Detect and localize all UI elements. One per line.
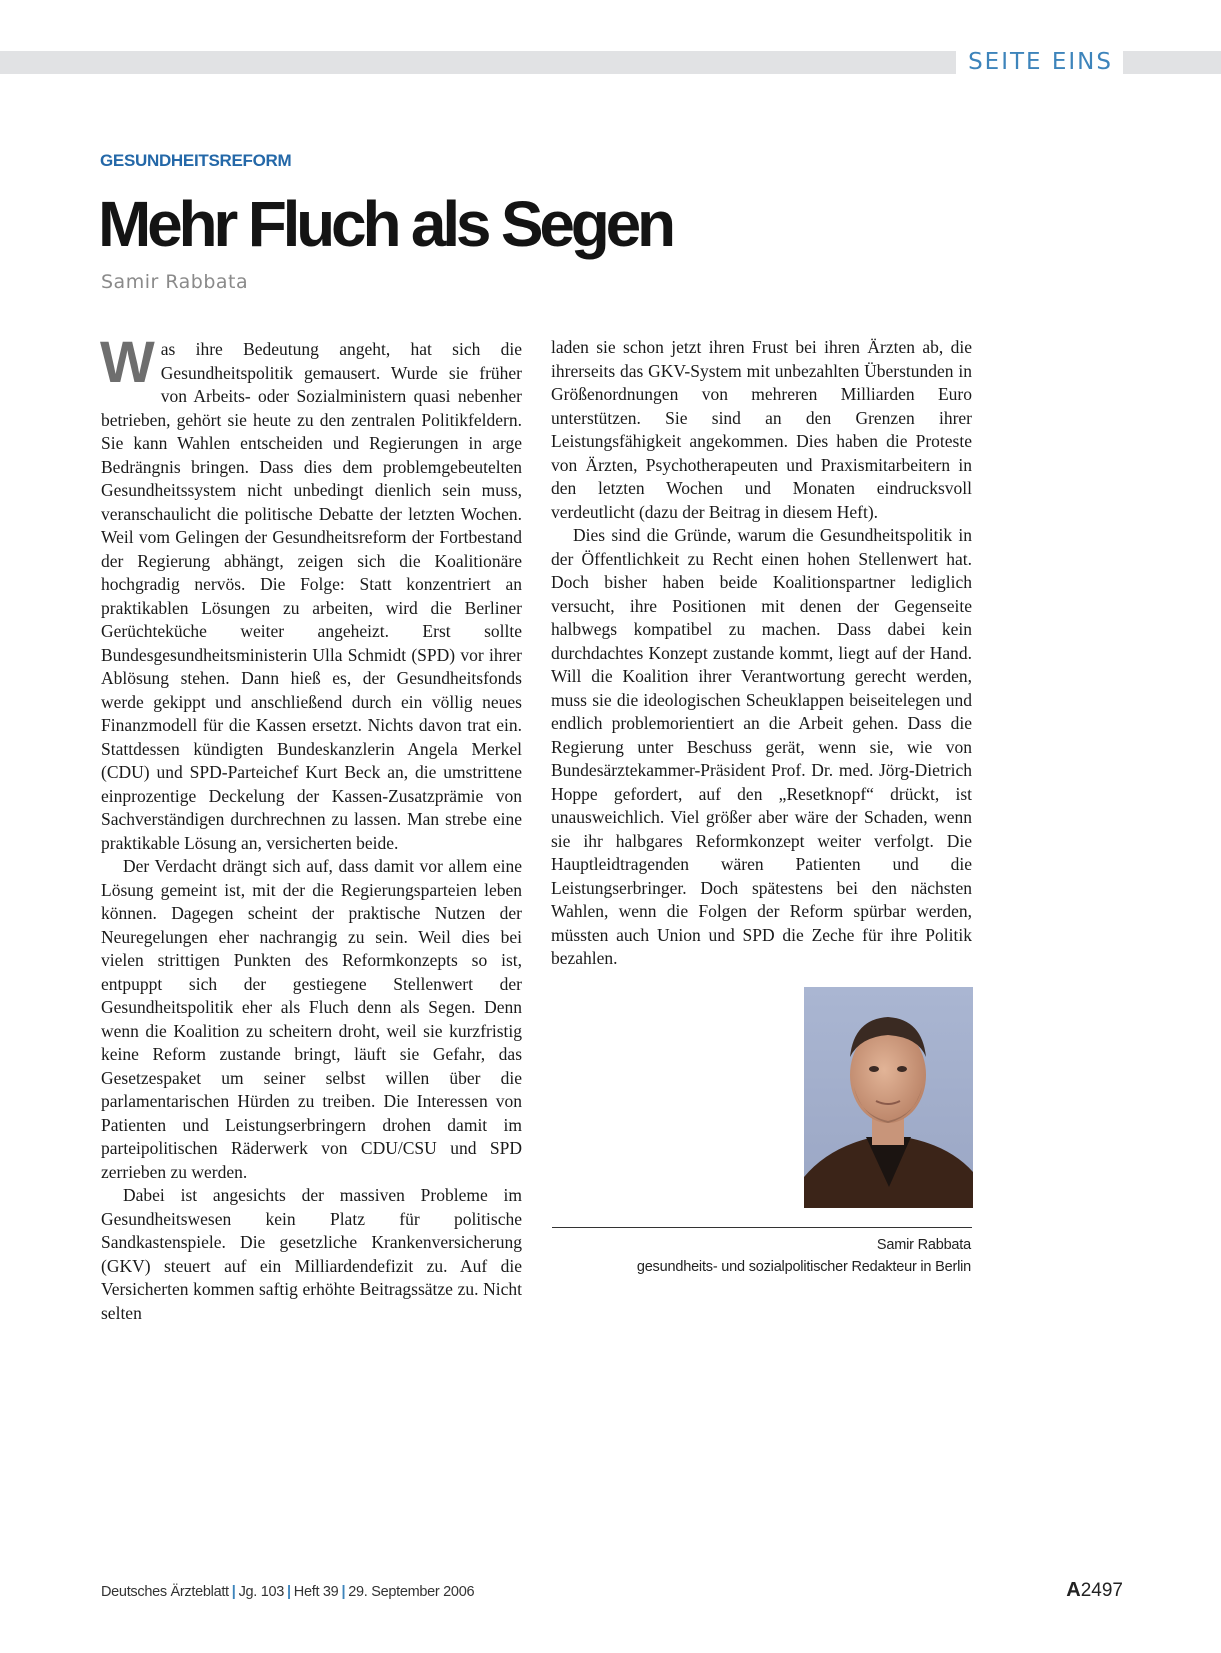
dropcap: W (100, 330, 155, 395)
page-number: A2497 (1066, 1579, 1123, 1601)
separator: | (231, 1584, 236, 1600)
paragraph: Der Verdacht drängt sich auf, dass damit vor allem eine Lösung gemeint ist, mit der die Regierungsparteien leben können. Dagegen scheint der praktische Nutzen der Neuregelungen eher nachrangig zu sein. Weil dies bei vielen strittigen Punkten des Reformkonzepts so ist, entpuppt sich der gestiegene Stellenwert der Gesundheitspolitik eher als Fluch denn als Segen. Denn wenn die Koalition zu scheitern droht, weil sie kurzfristig keine Reform zustande bringt, läuft sie Gefahr, das Gesetzespaket um seiner selbst willen über die parlamentarischen Hürden zu treiben. Die Interessen von Patienten und Leistungserbringern drohen damit im parteipolitischen Räderwerk von CDU/CSU und SPD zerrieben zu werden. (101, 856, 522, 1182)
photo-caption (637, 1234, 971, 1278)
section-label: SEITE EINS (956, 46, 1123, 78)
date: 29. September 2006 (348, 1584, 475, 1600)
issue: Heft 39 (293, 1584, 339, 1600)
volume: Jg. 103 (238, 1584, 285, 1600)
article-author: Samir Rabbata (101, 271, 249, 293)
text-column-left (100, 330, 522, 1325)
journal-name: Deutsches Ärzteblatt (101, 1584, 229, 1600)
caption-role: gesundheits- und sozialpolitischer Redakteur in Berlin (636, 1259, 971, 1275)
author-photo (804, 987, 973, 1208)
caption-rule (552, 1227, 972, 1228)
page-prefix: A (1066, 1579, 1081, 1601)
separator: | (287, 1584, 291, 1600)
paragraph: Dies sind die Gründe, warum die Gesundheitspolitik in der Öffentlichkeit zu Recht einen hohen Stellenwert hat. Doch bisher haben beide Koalitionspartner lediglich versucht, ihre Positionen mit denen der Gegenseite halbwegs kompatibel zu machen. Dass dabei kein durchdachtes Konzept zustande kommt, liegt auf der Hand. Will die Koalition ihrer Verantwortung gerecht werden, muss sie die ideologischen Scheuklappen beiseitelegen und endlich problemorientiert an die Arbeit gehen. Dass die Regierung unter Beschuss gerät, wenn sie, wie von Bundesärztekammer-Präsident Prof. Dr. med. Jörg-Dietrich Hoppe gefordert, auf den „Resetknopf“ drückt, ist unausweichlich. Viel größer aber wäre der Schaden, wenn sie ihr halbgares Reformkonzept weiter verfolgt. Die Hauptleidtragenden wären Patienten und die Leistungserbringer. Doch spätestens bei den nächsten Wahlen, wenn die Folgen der Reform spürbar werden, müssten auch Union und SPD die Zeche für ihre Politik bezahlen. (551, 525, 972, 968)
paragraph: laden sie schon jetzt ihren Frust bei ihren Ärzten ab, die ihrerseits das GKV-System mit unbezahlten Überstunden in Größenordnungen von mehreren Milliarden Euro unterstützen. Sie sind an den Grenzen ihrer Leistungsfähigkeit angekommen. Dies haben die Proteste von Ärzten, Psychotherapeuten und Praxismitarbeitern in den letzten Wochen und Monaten eindrucksvoll verdeutlicht (dazu der Beitrag in diesem Heft). (551, 337, 972, 522)
paragraph: Was ihre Bedeutung angeht, hat sich die Gesundheitspolitik gemausert. Wurde sie früher von Arbeits- oder Sozialministern quasi nebenher betrieben, gehört sie heute zu den zentralen Politikfeldern. Sie kann Wahlen entscheiden und Regierungen in arge Bedrängnis bringen. Dass dies dem problemgebeutelten Gesundheitssystem nicht unbedingt dienlich sein muss, veranschaulicht die politische Debatte der letzten Wochen. Weil vom Gelingen der Gesundheitsreform der Fortbestand der Regierung abhängt, zeigen sich die Koalitionäre hochgradig nervös. Die Folge: Statt konzentriert an praktikablen Lösungen zu arbeiten, wird die Berliner Gerüchteküche weiter angeheizt. Erst sollte Bundesgesundheitsministerin Ulla Schmidt (SPD) vor ihrer Ablösung stehen. Dann hieß es, der Gesundheitsfonds werde gekippt und anschließend durch ein völlig neues Finanzmodell für die Kassen ersetzt. Nichts davon trat ein. Stattdessen kündigten Bundeskanzlerin Angela Merkel (CDU) und SPD-Parteichef Kurt Beck an, die umstrittene einprozentige Deckelung der Kassen-Zusatzprämie von Sachverständigen durchrechnen zu lassen. Man strebe eine praktikable Lösung an, versicherten beide. (100, 330, 522, 853)
separator: | (341, 1584, 346, 1600)
footer-citation (101, 1584, 474, 1600)
text-column-right (551, 336, 972, 971)
article-title: Mehr Fluch als Segen (98, 188, 672, 260)
paragraph: Dabei ist angesichts der massiven Probleme im Gesundheitswesen kein Platz für politische Sandkastenspiele. Die gesetzliche Krankenversicherung (GKV) steuert auf ein Milliardendefizit zu. Auf die Versicherten kommen saftig erhöhte Beitragssätze zu. Nicht selten (101, 1185, 522, 1323)
article-kicker: GESUNDHEITSREFORM (100, 151, 292, 170)
caption-name: Samir Rabbata (876, 1237, 971, 1253)
